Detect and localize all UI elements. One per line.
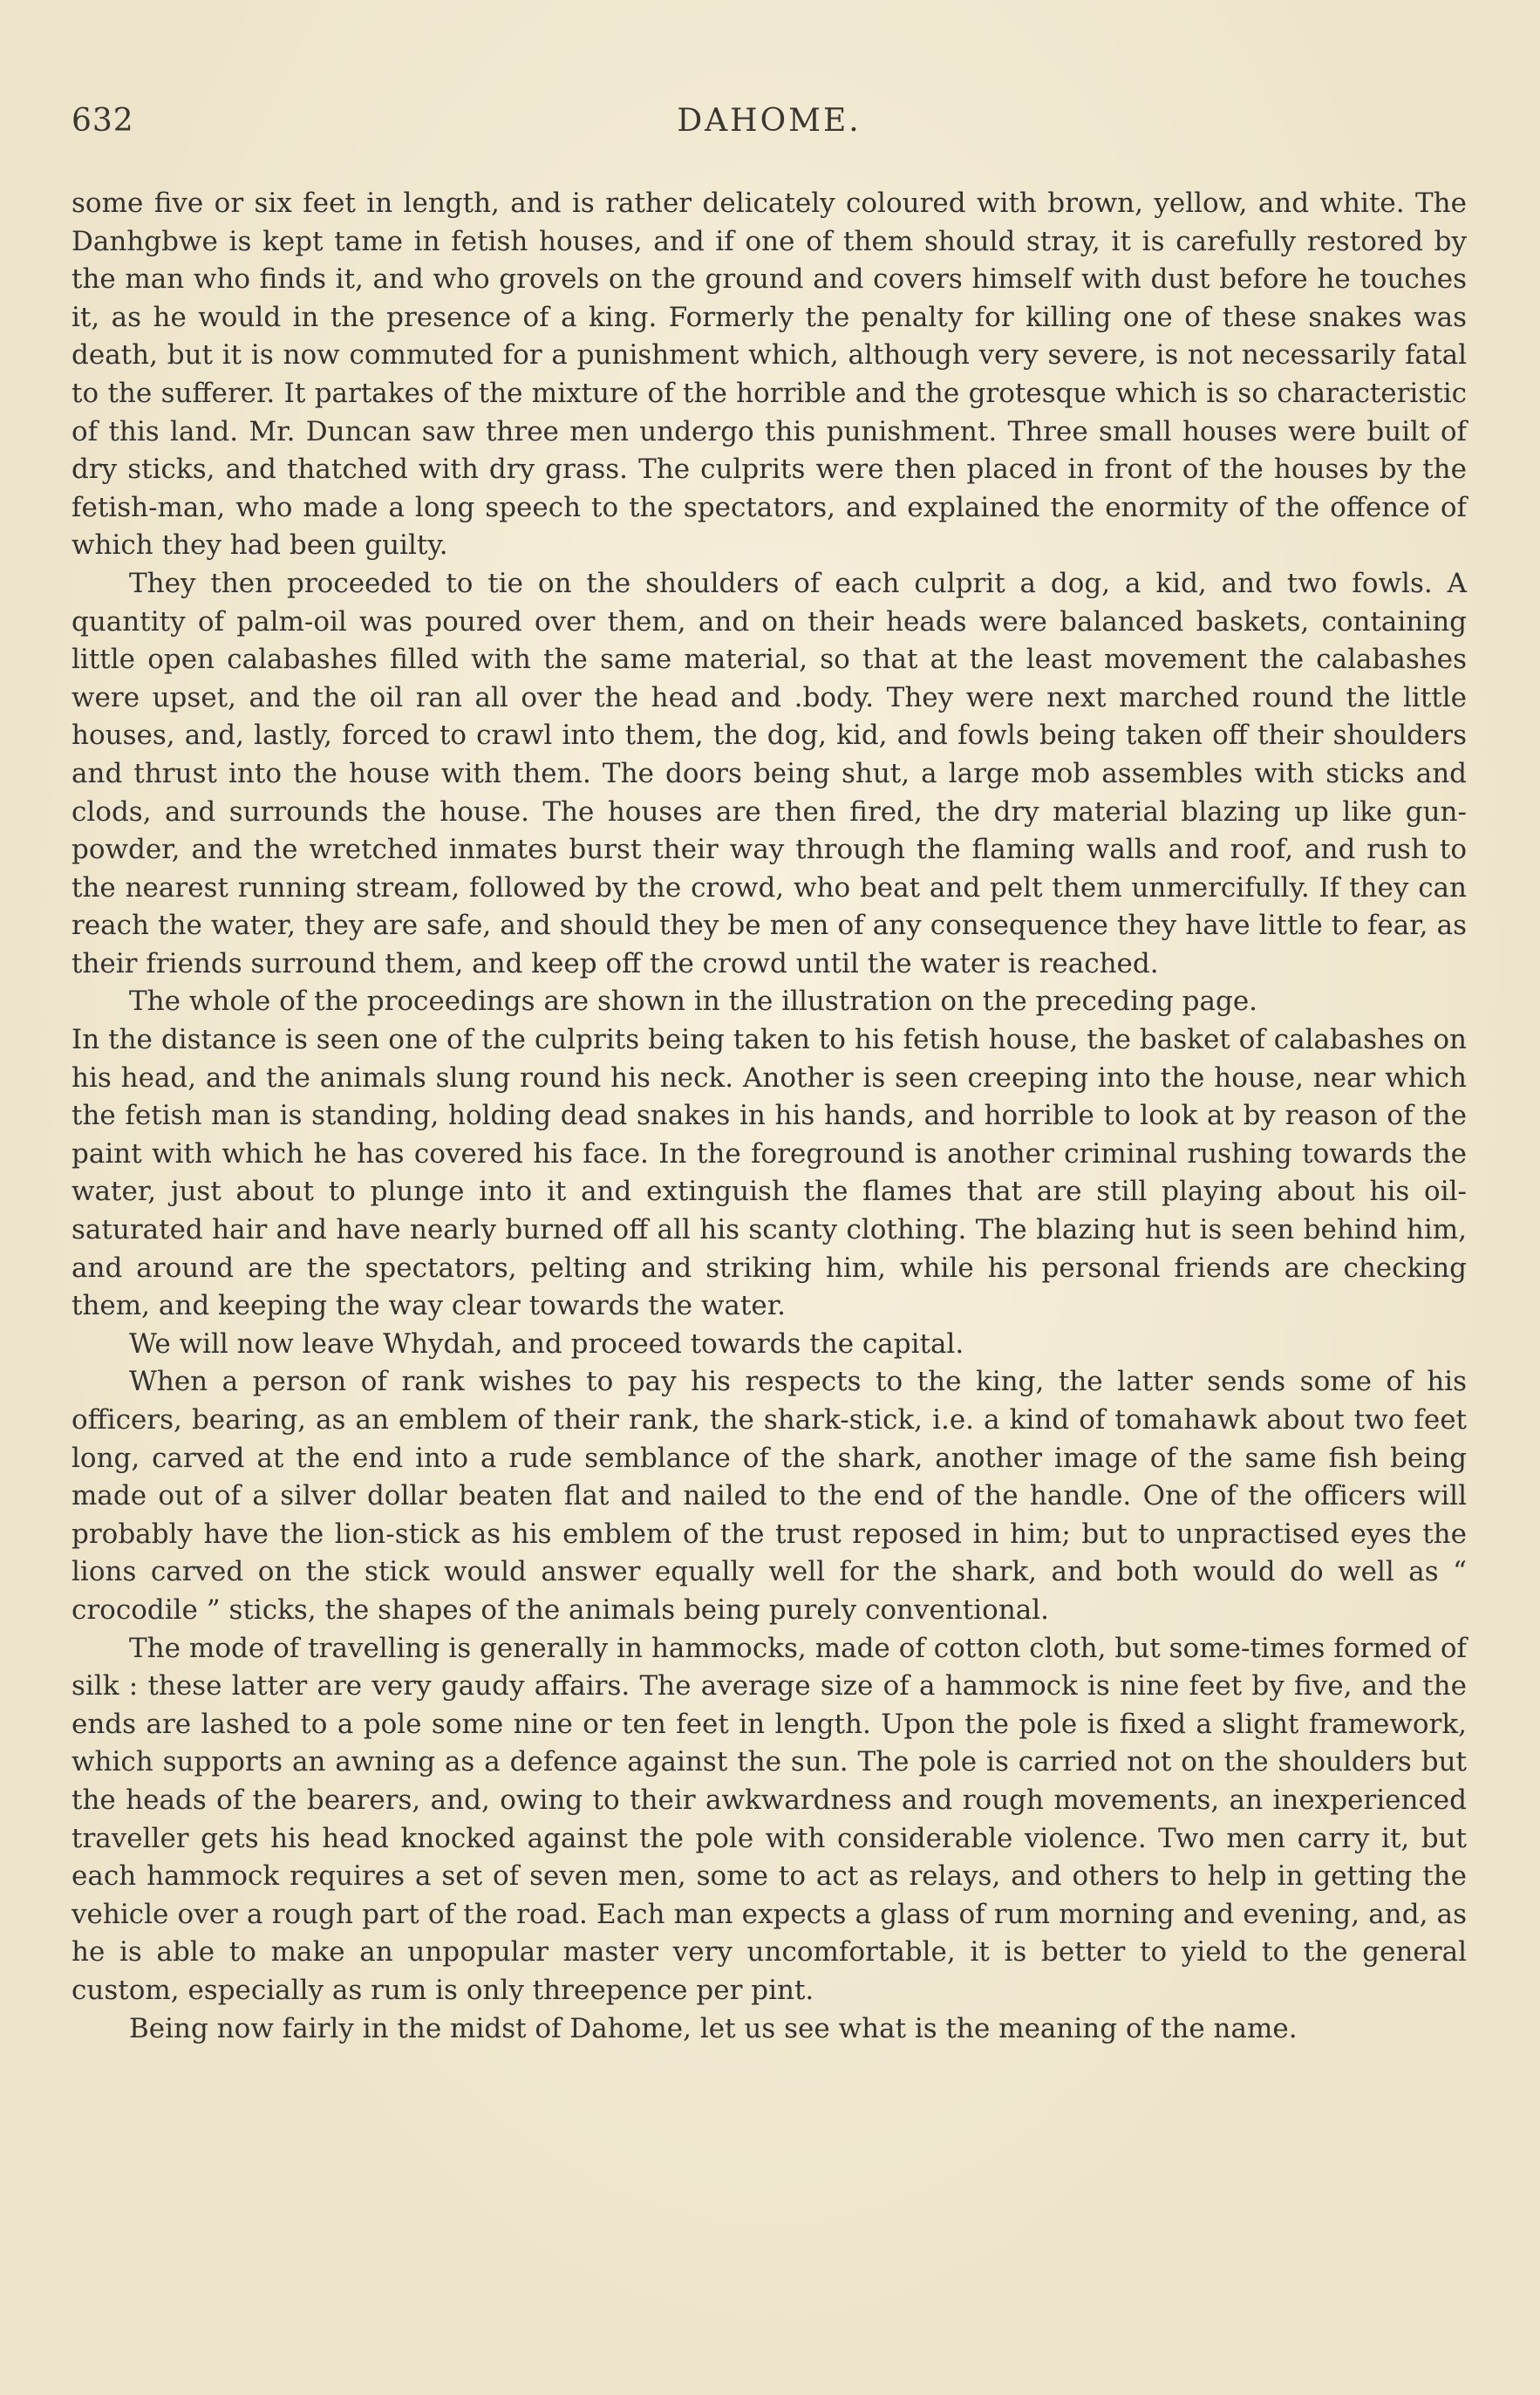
paragraph: In the distance is seen one of the culprits being taken to his fetish house, the basket of calabashes on his head, and the animals slung round his neck. Another is seen creeping into the house, near which the fetish man is standing, holding dead snakes in his hands, and horrible to look at by reason of the paint with which he has covered his face. In the foreground is another criminal rushing towards the water, just about to plunge into it and extinguish the flames that are still playing about his oil-saturated hair and have nearly burned off all his scanty clothing. The blazing hut is seen behind him, and around are the spectators, pelting and striking him, while his personal friends are checking them, and keeping the way clear towards the water. (72, 1024, 1467, 1322)
page-number: 632 (72, 103, 134, 139)
page-header (72, 103, 1467, 155)
paragraph: The whole of the proceedings are shown in the illustration on the preceding page. (129, 986, 1258, 1018)
running-head: DAHOME. (677, 103, 862, 139)
paragraph: some five or six feet in length, and is rather delicately coloured with brown, yellow, and white. The Danhgbwe is kept tame in fetish houses, and if one of them should stray, it is carefully restored by the man who finds it, and who grovels on the ground and covers himself with dust before he touches it, as he would in the presence of a king. Formerly the penalty for killing one of these snakes was death, but it is now commuted for a punishment which, although very severe, is not necessarily fatal to the sufferer. It partakes of the mixture of the horrible and the grotesque which is so characteristic of this land. Mr. Duncan saw three men undergo this punishment. Three small houses were built of dry sticks, and thatched with dry grass. The culprits were then placed in front of the houses by the fetish-man, who made a long speech to the spectators, and explained the enormity of the offence of which they had been guilty. (72, 188, 1467, 562)
paragraph: The mode of travelling is generally in hammocks, made of cotton cloth, but some-times formed of silk : these latter are very gaudy affairs. The average size of a hammock is nine feet by five, and the ends are lashed to a pole some nine or ten feet in length. Upon the pole is fixed a slight framework, which supports an awning as a defence against the sun. The pole is carried not on the shoulders but the heads of the bearers, and, owing to their awkwardness and rough movements, an inexperienced traveller gets his head knocked against the pole with considerable violence. Two men carry it, but each hammock requires a set of seven men, some to act as relays, and others to help in getting the vehicle over a rough part of the road. Each man expects a glass of rum morning and evening, and, as he is able to make an unpopular master very uncomfortable, it is better to yield to the general custom, especially as rum is only threepence per pint. (72, 1632, 1467, 2006)
paragraph: We will now leave Whydah, and proceed towards the capital. (129, 1327, 964, 1360)
paragraph: Being now fairly in the midst of Dahome, let us see what is the meaning of the name. (129, 2012, 1298, 2044)
paragraph: They then proceeded to tie on the shoulders of each culprit a dog, a kid, and two fowls. A quantity of palm-oil was poured over them, and on their heads were balanced baskets, containing little open calabashes filled with the same material, so that at the least movement the calabashes were upset, and the oil ran all over the head and .body. They were next marched round the little houses, and, lastly, forced to crawl into them, the dog, kid, and fowls being taken off their shoulders and thrust into the house with them. The doors being shut, a large mob assembles with sticks and clods, and surrounds the house. The houses are then fired, the dry material blazing up like gun-powder, and the wretched inmates burst their way through the flaming walls and roof, and rush to the nearest running stream, followed by the crowd, who beat and pelt them unmercifully. If they can reach the water, they are safe, and should they be men of any consequence they have little to fear, as their friends surround them, and keep off the crowd until the water is reached. (72, 567, 1467, 979)
paragraph: When a person of rank wishes to pay his respects to the king, the latter sends some of his officers, bearing, as an emblem of their rank, the shark-stick, i.e. a kind of tomahawk about two feet long, carved at the end into a rude semblance of the shark, another image of the same fish being made out of a silver dollar beaten flat and nailed to the end of the handle. One of the officers will probably have the lion-stick as his emblem of the trust reposed in him; but to unpractised eyes the lions carved on the stick would answer equally well for the shark, and both would do well as “ crocodile ” sticks, the shapes of the animals being purely conventional. (72, 1366, 1467, 1626)
body-text (72, 185, 1467, 2048)
